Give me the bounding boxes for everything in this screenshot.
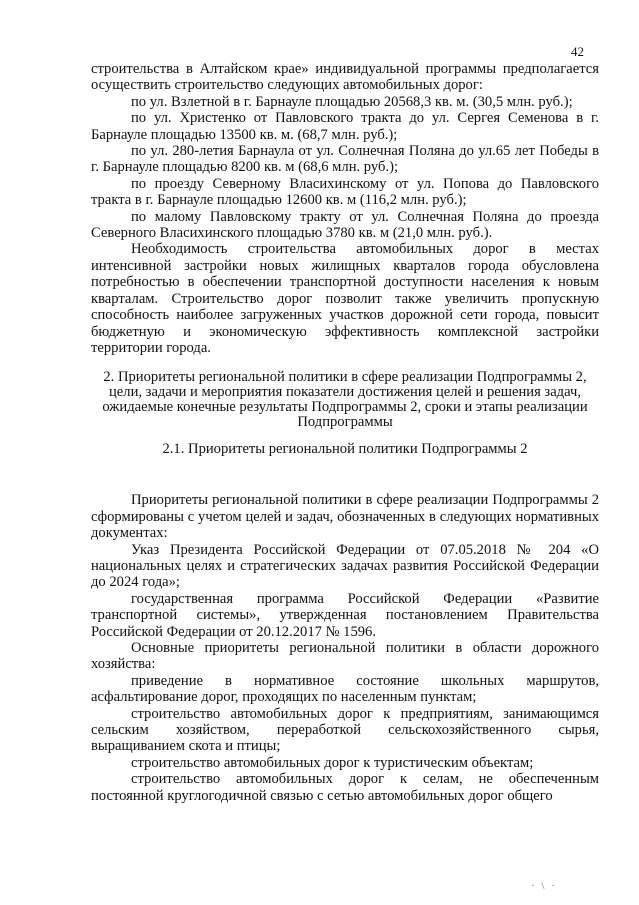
section-heading: 2. Приоритеты региональной политики в сфере реализации Подпрограммы 2, цели, задачи и мероприятия показатели достижения целей и решения задач, ожидаемые конечные результаты Подпрограммы 2, сроки и этапы реализации Подпрограммы — [102, 369, 588, 430]
paragraph: по ул. Христенко от Павловского тракта до ул. Сергея Семенова в г. Барнауле площадью 13500 кв. м. (68,7 млн. руб.); — [91, 110, 599, 143]
paragraph: приведение в нормативное состояние школьных маршрутов, асфальтирование дорог, проходящих по населенным пунктам; — [91, 672, 599, 706]
paragraph: по ул. Взлетной в г. Барнауле площадью 20568,3 кв. м. (30,5 млн. руб.); — [131, 93, 573, 110]
paragraph: Необходимость строительства автомобильных дорог в местах интенсивной застройки новых жилищных кварталов города обусловлена потребностью в обеспечении транспортной доступности населения к новым кварталам. Строительство дорог позволит также увеличить пропускную способность наиболее загруженных участков дорожной сети города, повысит бюджетную и экономическую эффективность комплексной застройки территории города. — [91, 241, 599, 356]
paragraph: строительство автомобильных дорог к селам, не обеспеченным постоянной круглогодичной связью с сетью автомобильных дорог общего — [91, 771, 599, 804]
paragraph: строительство автомобильных дорог к туристическим объектам; — [131, 754, 534, 771]
document-body — [91, 61, 599, 804]
spacer — [91, 430, 599, 442]
paragraph: Основные приоритеты региональной политики в области дорожного хозяйства: — [91, 639, 599, 673]
paragraph: Указ Президента Российской Федерации от 07.05.2018 № 204 «О национальных целях и стратегических задачах развития Российской Федерации до 2024 года»; — [91, 541, 599, 591]
subsection-heading: 2.1. Приоритеты региональной политики Подпрограммы 2 — [162, 440, 528, 457]
paragraph: Приоритеты региональной политики в сфере реализации Подпрограммы 2 сформированы с учетом целей и задач, обозначенных в следующих нормативных документах: — [91, 492, 599, 542]
spacer — [91, 356, 599, 370]
paragraph: по малому Павловскому тракту от ул. Солнечная Поляна до проезда Северного Власихинского площадью 3780 кв. м (21,0 млн. руб.). — [91, 208, 599, 242]
spacer — [91, 456, 599, 492]
paragraph: строительства в Алтайском крае» индивидуальной программы предполагается осуществить строительство следующих автомобильных дорог: — [91, 61, 599, 94]
paragraph: государственная программа Российской Федерации «Развитие транспортной системы», утвержденная постановлением Правительства Российской Федерации от 20.12.2017 № 1596. — [91, 590, 599, 640]
page-number: 42 — [571, 44, 584, 59]
scan-artifact: · \ · — [531, 880, 557, 892]
paragraph: по проезду Северному Власихинскому от ул. Попова до Павловского тракта в г. Барнауле площадью 12600 кв. м (116,2 млн. руб.); — [91, 175, 599, 209]
paragraph: строительство автомобильных дорог к предприятиям, занимающимся сельским хозяйством, переработкой сельскохозяйственного сырья, выращиванием скота и птицы; — [91, 705, 599, 755]
paragraph: по ул. 280-летия Барнаула от ул. Солнечная Поляна до ул.65 лет Победы в г. Барнауле площадью 8200 кв. м (68,6 млн. руб.); — [91, 143, 599, 176]
